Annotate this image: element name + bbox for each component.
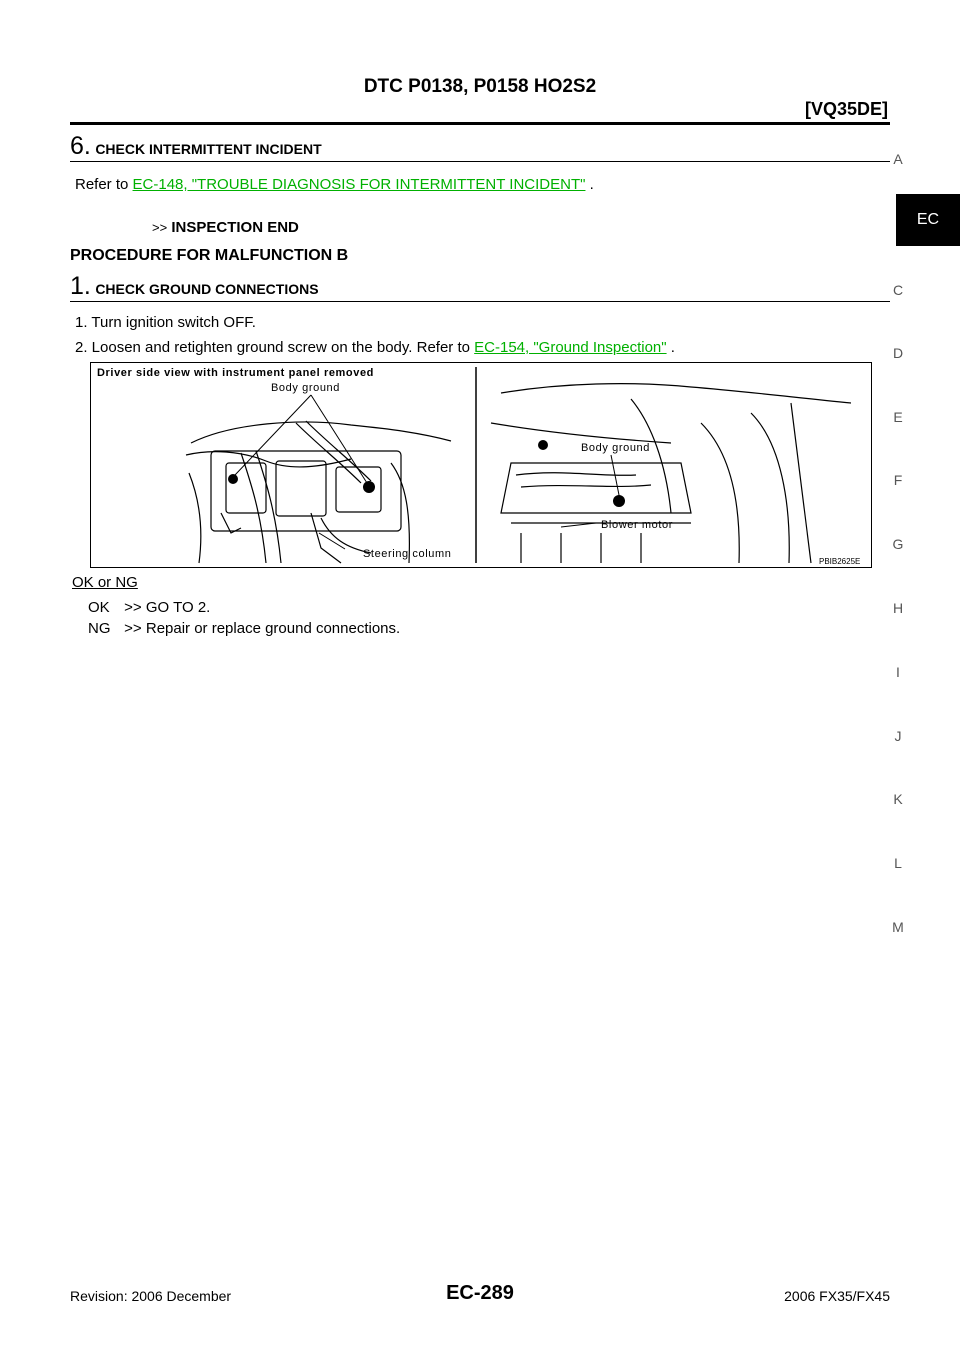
side-index-i[interactable]: I <box>896 664 900 680</box>
step-1-heading <box>70 272 319 301</box>
footer-revision: Revision: 2006 December <box>70 1288 232 1304</box>
side-index-k[interactable]: K <box>893 791 903 807</box>
side-index-l[interactable]: L <box>894 855 902 871</box>
step-6-result <box>152 219 299 236</box>
figure-left-caption: Driver side view with instrument panel removed <box>97 367 375 379</box>
side-index-h[interactable]: H <box>892 600 904 616</box>
step-1-item-1: 1. Turn ignition switch OFF. <box>75 314 256 331</box>
ok-result-text: >> GO TO 2. <box>124 599 211 616</box>
step-6-result-text: INSPECTION END <box>171 219 299 236</box>
step-1-title: CHECK GROUND CONNECTIONS <box>95 281 319 297</box>
ground-location-figure <box>90 362 872 568</box>
step-6-title: CHECK INTERMITTENT INCIDENT <box>95 141 322 157</box>
side-index-c[interactable]: C <box>892 282 904 298</box>
ng-result-text: >> Repair or replace ground connections. <box>124 620 401 637</box>
step-6-refer-suffix: . <box>589 176 594 193</box>
page-number: EC-289 <box>446 1282 514 1304</box>
step-1-reference-link[interactable]: EC-154, "Ground Inspection" <box>474 339 667 356</box>
section-heading: PROCEDURE FOR MALFUNCTION B <box>70 247 349 264</box>
step-6-reference-link[interactable]: EC-148, "TROUBLE DIAGNOSIS FOR INTERMITTENT INCIDENT" <box>132 176 586 193</box>
ng-result-row <box>88 620 400 637</box>
figure-illustration <box>91 363 871 567</box>
ok-ng-label: OK or NG <box>72 574 138 591</box>
side-index-ec-tab[interactable]: EC <box>896 194 960 246</box>
step-6-heading <box>70 132 322 161</box>
step-6-divider <box>70 161 890 162</box>
header-divider <box>70 122 890 125</box>
step-6-result-arrow: >> <box>152 220 168 235</box>
side-index-j[interactable]: J <box>894 728 902 744</box>
engine-code: [VQ35DE] <box>804 99 888 119</box>
side-index-d[interactable]: D <box>892 345 904 361</box>
figure-left-body-ground-label: Body ground <box>271 382 340 394</box>
side-index-a[interactable]: A <box>893 151 903 167</box>
ng-label: NG <box>88 620 111 637</box>
ok-result-row <box>88 599 210 616</box>
step-1-item-2-suffix: . <box>670 339 675 356</box>
step-6-reference <box>75 176 594 193</box>
figure-steering-column-label: Steering column <box>363 548 452 560</box>
page-title: DTC P0138, P0158 HO2S2 <box>363 76 597 97</box>
side-index-m[interactable]: M <box>892 919 904 935</box>
side-index-e[interactable]: E <box>893 409 903 425</box>
side-index-f[interactable]: F <box>893 472 903 488</box>
step-6-refer-prefix: Refer to <box>75 176 129 193</box>
figure-id: PBIB2625E <box>819 557 861 566</box>
footer-model: 2006 FX35/FX45 <box>784 1288 890 1304</box>
figure-right-body-ground-label: Body ground <box>581 442 650 454</box>
step-6-number: 6. <box>70 132 91 160</box>
step-1-divider <box>70 301 890 302</box>
step-1-number: 1. <box>70 272 91 300</box>
figure-blower-motor-label: Blower motor <box>601 519 673 531</box>
step-1-item-2 <box>75 339 675 356</box>
step-1-item-2-text: 2. Loosen and retighten ground screw on the body. Refer to <box>75 339 470 356</box>
ok-label: OK <box>88 599 110 616</box>
side-index-g[interactable]: G <box>892 536 904 552</box>
